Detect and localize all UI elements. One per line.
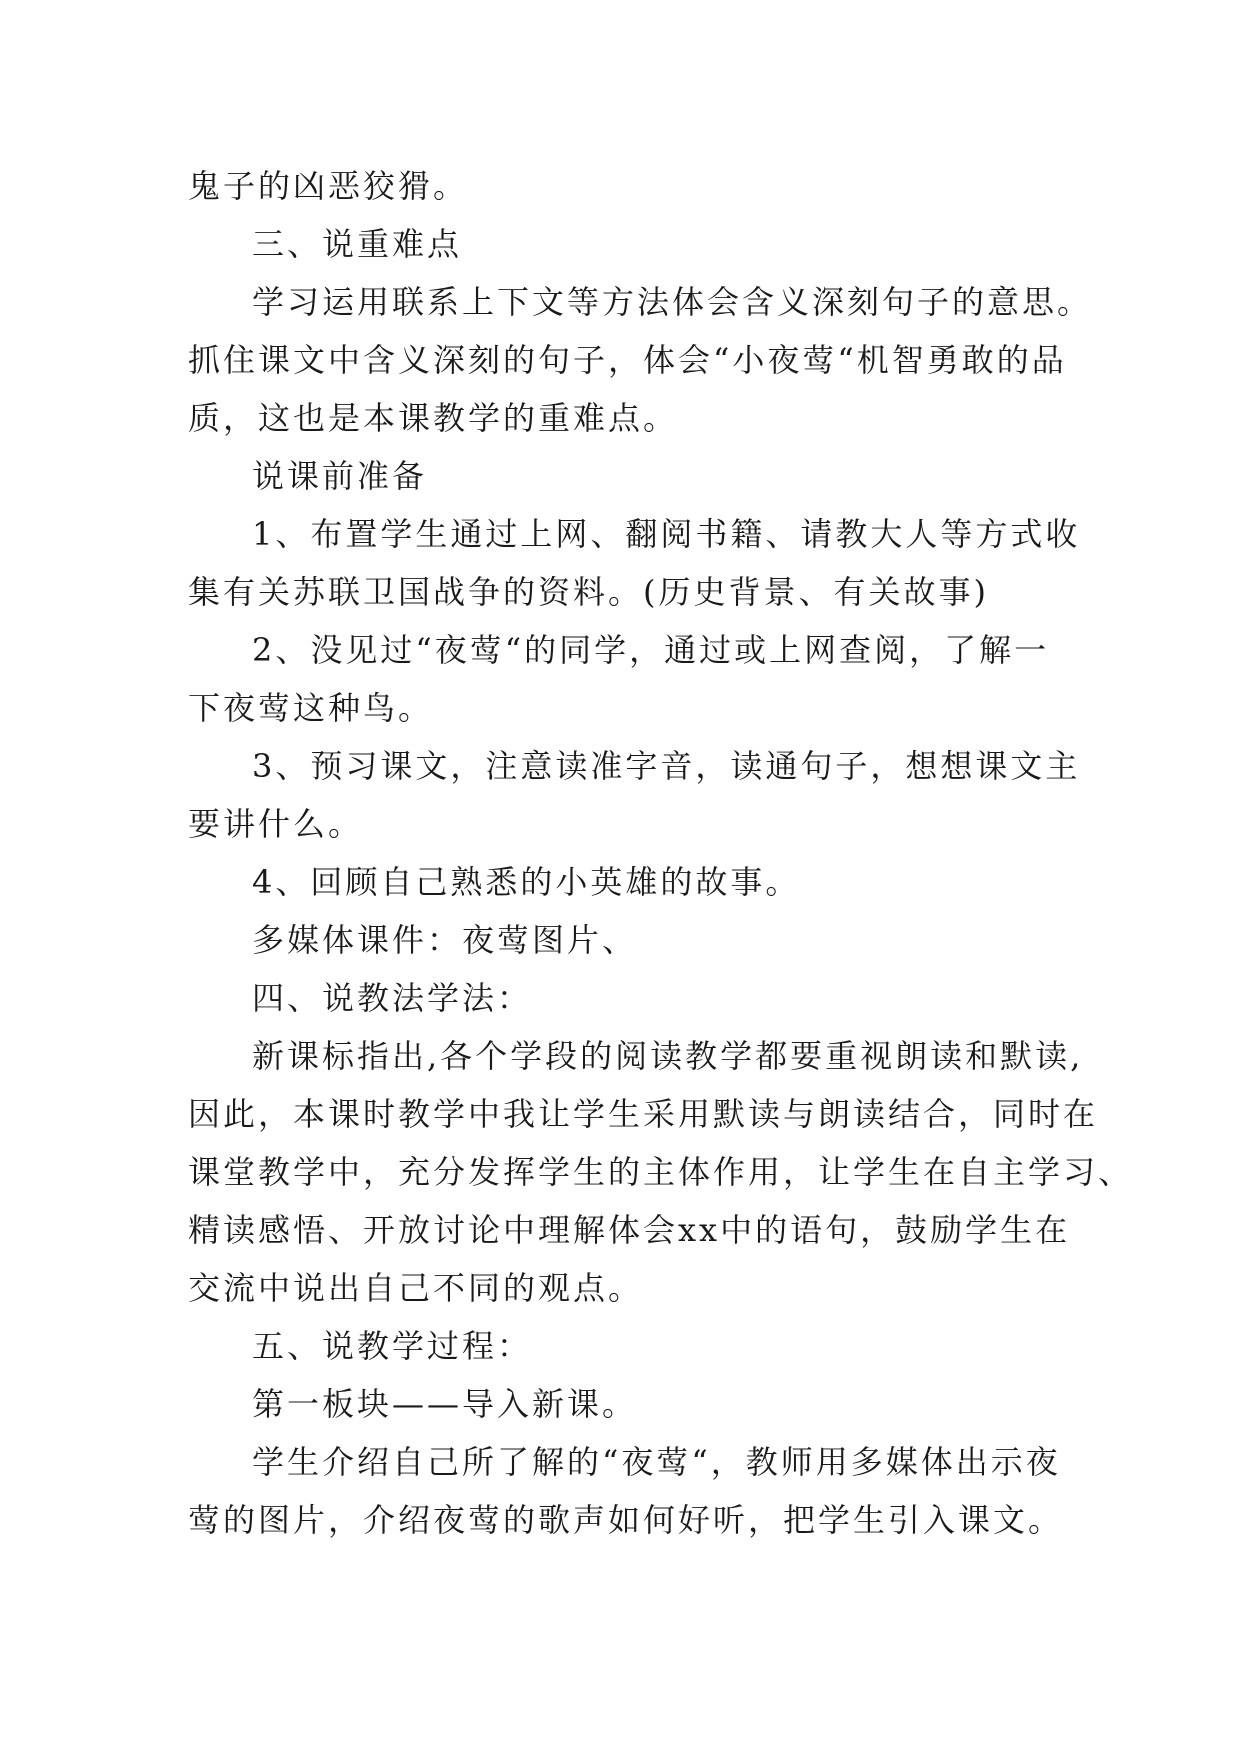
text-line: 质，这也是本课教学的重难点。 <box>188 399 679 437</box>
text-line: 下夜莺这种鸟。 <box>188 689 434 727</box>
text-line: 精读感悟、开放讨论中理解体会xx中的语句，鼓励学生在 <box>188 1211 1071 1249</box>
text-line: 因此，本课时教学中我让学生采用默读与朗读结合，同时在 <box>188 1095 1099 1133</box>
text-line: 多媒体课件：夜莺图片、 <box>252 921 638 959</box>
subsection-heading: 第一板块——导入新课。 <box>252 1385 638 1423</box>
text-line: 要讲什么。 <box>188 805 364 843</box>
list-item: 4、回顾自己熟悉的小英雄的故事。 <box>252 863 801 901</box>
text-line: 新课标指出,各个学段的阅读教学都要重视朗读和默读, <box>252 1037 1084 1075</box>
text-line: 抓住课文中含义深刻的句子，体会“小夜莺“机智勇敢的品 <box>188 341 1067 379</box>
document-body <box>188 157 1134 1549</box>
text-line: 莺的图片，介绍夜莺的歌声如何好听，把学生引入课文。 <box>188 1501 1064 1539</box>
list-item: 2、没见过“夜莺“的同学，通过或上网查阅，了解一 <box>252 631 1050 669</box>
text-line: 集有关苏联卫国战争的资料。(历史背景、有关故事) <box>188 573 989 611</box>
section-heading: 四、说教法学法： <box>252 979 533 1017</box>
section-heading: 五、说教学过程： <box>252 1327 533 1365</box>
section-heading: 三、说重难点 <box>252 225 463 263</box>
text-line: 鬼子的凶恶狡猾。 <box>188 167 469 205</box>
section-heading: 说课前准备 <box>252 457 428 495</box>
text-line: 课堂教学中，充分发挥学生的主体作用，让学生在自主学习、 <box>188 1153 1134 1191</box>
list-item: 1、布置学生通过上网、翻阅书籍、请教大人等方式收 <box>252 515 1081 553</box>
text-line: 交流中说出自己不同的观点。 <box>188 1269 644 1307</box>
text-line: 学生介绍自己所了解的“夜莺“，教师用多媒体出示夜 <box>252 1443 1061 1481</box>
text-line: 学习运用联系上下文等方法体会含义深刻句子的意思。 <box>252 283 1093 321</box>
list-item: 3、预习课文，注意读准字音，读通句子，想想课文主 <box>252 747 1081 785</box>
